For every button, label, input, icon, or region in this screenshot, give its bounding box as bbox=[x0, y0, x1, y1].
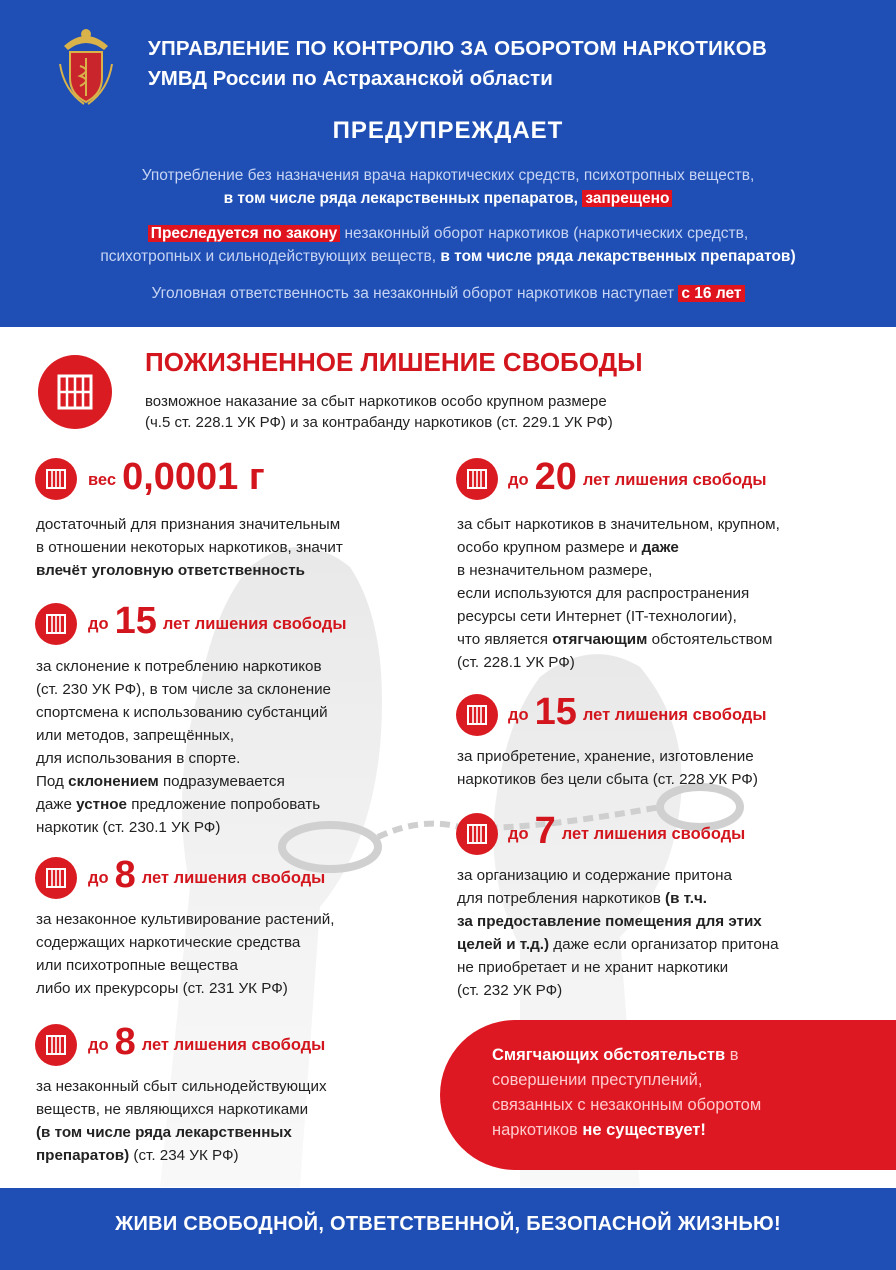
prison-cell-icon bbox=[35, 458, 77, 500]
prison-cell-icon bbox=[35, 857, 77, 899]
weight-text: достаточный для признания значительным в отношении некоторых наркотиков, значит влечёт уголовную ответственность bbox=[36, 516, 343, 579]
org-title-line2: УМВД России по Астраханской области bbox=[148, 67, 553, 90]
forbidden-tag: запрещено bbox=[582, 190, 672, 207]
term-15-years-possession: до 15 лет лишения свободы bbox=[508, 691, 767, 733]
header-text-line1: Употребление без назначения врача наркотических средств, психотропных веществ, bbox=[141, 167, 755, 184]
prison-cell-icon bbox=[456, 694, 498, 736]
term-15-years-inducement: до 15 лет лишения свободы bbox=[88, 600, 347, 642]
no-mitigating-text: Смягчающих обстоятельств в совершении преступлений, связанных с незаконным оборотом наркотиков не существует! bbox=[492, 1046, 762, 1139]
police-emblem-icon bbox=[58, 24, 114, 106]
prison-cell-icon bbox=[35, 1024, 77, 1066]
prison-cell-icon bbox=[35, 603, 77, 645]
term-8-years-potent-substances: до 8 лет лишения свободы bbox=[88, 1021, 326, 1063]
prosecuted-tag: Преследуется по закону bbox=[148, 225, 340, 242]
possession-text: за приобретение, хранение, изготовление наркотиков без цели сбыта (ст. 228 УК РФ) bbox=[457, 748, 758, 788]
footer-slogan: ЖИВИ СВОБОДНОЙ, ОТВЕТСТВЕННОЙ, БЕЗОПАСНОЙ ЖИЗНЬЮ! bbox=[115, 1213, 781, 1235]
life-imprisonment-title: ПОЖИЗНЕННОЕ ЛИШЕНИЕ СВОБОДЫ bbox=[145, 347, 643, 377]
term-20-years-sale: до 20 лет лишения свободы bbox=[508, 456, 767, 498]
inducement-text: за склонение к потреблению наркотиков (ст. 230 УК РФ), в том числе за склонение спортсмена к использованию субстанций или методов, запрещённых, для использования в спорте. Под склонением подразумевается даже устное предложение попробовать наркотик (ст. 230.1 УК РФ) bbox=[36, 658, 332, 836]
warns-heading: ПРЕДУПРЕЖДАЕТ bbox=[332, 117, 564, 144]
prison-cell-icon bbox=[38, 355, 112, 429]
sale-text: за сбыт наркотиков в значительном, крупном, особо крупном размере и даже в незначительном размере, если используются для распространения ресурсы сети Интернет (IT-технологии), что является отягчающим обстоятельством (ст. 228.1 УК РФ) bbox=[457, 516, 780, 671]
weight-threshold: вес 0,0001 г bbox=[88, 456, 265, 498]
den-text: за организацию и содержание притона для потребления наркотиков (в т.ч. за предоставление помещения для этих целей и т.д.) даже если организатор притона не приобретает и не хранит наркотики (ст. 232 УК РФ) bbox=[457, 867, 779, 999]
header-text-line3: Преследуется по закону незаконный оборот наркотиков (наркотических средств, bbox=[0, 222, 896, 245]
age-tag: с 16 лет bbox=[678, 285, 744, 302]
prison-cell-icon bbox=[456, 813, 498, 855]
org-title-line1: УПРАВЛЕНИЕ ПО КОНТРОЛЮ ЗА ОБОРОТОМ НАРКОТИКОВ bbox=[148, 37, 767, 60]
term-8-years-cultivation: до 8 лет лишения свободы bbox=[88, 854, 326, 896]
prison-cell-icon bbox=[456, 458, 498, 500]
header-text-line5: Уголовная ответственность за незаконный оборот наркотиков наступает с 16 лет bbox=[0, 282, 896, 305]
cultivation-text: за незаконное культивирование растений, содержащих наркотические средства или психотропные вещества либо их прекурсоры (ст. 231 УК РФ) bbox=[36, 911, 335, 997]
potent-substances-text: за незаконный сбыт сильнодействующих веществ, не являющихся наркотиками (в том числе ряда лекарственных препаратов) (ст. 234 УК РФ) bbox=[36, 1078, 327, 1164]
header-text-line4: психотропных и сильнодействующих веществ, в том числе ряда лекарственных препаратов) bbox=[100, 248, 796, 265]
term-7-years-den: до 7 лет лишения свободы bbox=[508, 810, 746, 852]
header-text-line2: в том числе ряда лекарственных препаратов, запрещено bbox=[0, 187, 896, 210]
life-imprisonment-desc: возможное наказание за сбыт наркотиков особо крупном размере (ч.5 ст. 228.1 УК РФ) и за контрабанду наркотиков (ст. 229.1 УК РФ) bbox=[145, 393, 613, 431]
